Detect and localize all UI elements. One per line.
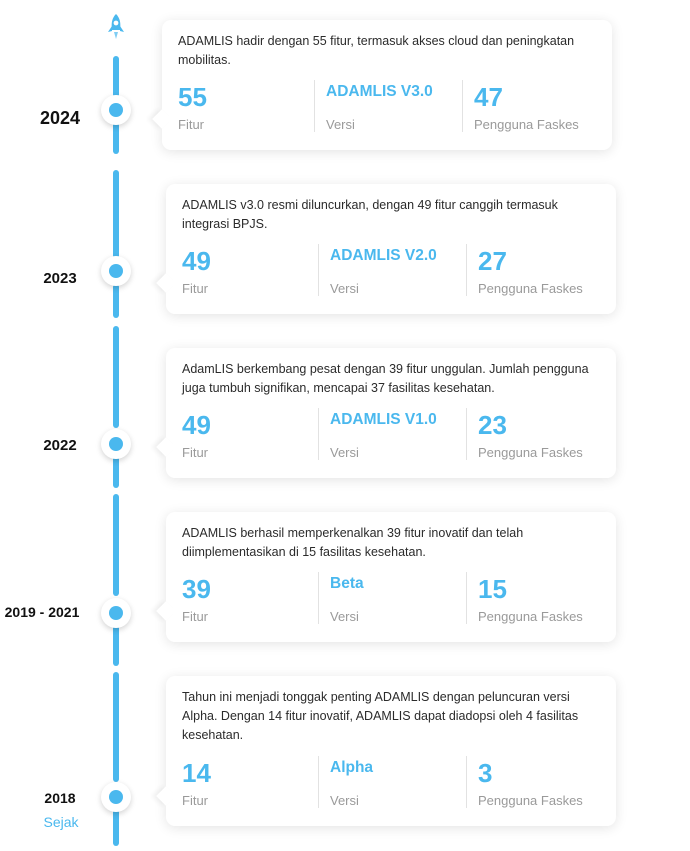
stat-pengguna (478, 410, 583, 462)
stat-fitur (182, 574, 211, 626)
versi-value: Alpha (330, 759, 374, 776)
divider (466, 244, 467, 296)
fitur-label: Fitur (182, 609, 208, 624)
divider (462, 80, 463, 132)
pengguna-label: Pengguna Faskes (474, 117, 579, 132)
versi-label: Versi (326, 117, 355, 132)
timeline-line-segment (113, 284, 119, 318)
divider (318, 572, 319, 624)
timeline-line-segment (113, 170, 119, 262)
stat-versi (330, 246, 437, 298)
timeline-line-segment (113, 326, 119, 428)
divider (466, 756, 467, 808)
stat-versi (330, 758, 373, 810)
versi-value: Beta (330, 575, 364, 592)
timeline-dot (101, 95, 131, 125)
timeline-line-segment (113, 494, 119, 596)
timeline-card (166, 676, 616, 826)
pengguna-label: Pengguna Faskes (478, 609, 583, 624)
rocket-icon (104, 12, 128, 46)
fitur-label: Fitur (182, 281, 208, 296)
pengguna-label: Pengguna Faskes (478, 445, 583, 460)
stat-fitur (182, 758, 211, 810)
divider (466, 408, 467, 460)
stat-versi (330, 410, 437, 462)
timeline-card (166, 348, 616, 478)
versi-label: Versi (330, 281, 359, 296)
fitur-label: Fitur (182, 793, 208, 808)
divider (318, 408, 319, 460)
stat-pengguna (478, 246, 583, 298)
pengguna-value: 23 (478, 410, 507, 440)
timeline-dot (101, 598, 131, 628)
versi-value: ADAMLIS V3.0 (326, 83, 433, 100)
stat-versi (326, 82, 433, 134)
versi-label: Versi (330, 793, 359, 808)
timeline-dot (101, 782, 131, 812)
timeline-line-segment (113, 56, 119, 100)
timeline-line-segment (113, 120, 119, 154)
divider (318, 756, 319, 808)
year-label: 2024 (39, 108, 81, 128)
stat-pengguna (478, 758, 583, 810)
card-description: Tahun ini menjadi tonggak penting ADAMLIS dengan peluncuran versi Alpha. Dengan 14 fitur inovatif, ADAMLIS dapat diadopsi oleh 4 fasilitas kesehatan. (182, 690, 579, 742)
timeline-line-segment (113, 672, 119, 782)
year-label: 2018 (44, 790, 76, 806)
pengguna-value: 3 (478, 758, 493, 788)
stat-fitur (178, 82, 207, 134)
pengguna-value: 15 (478, 574, 507, 604)
pengguna-value: 47 (474, 82, 503, 112)
timeline-dot (101, 429, 131, 459)
stat-pengguna (474, 82, 579, 134)
stat-fitur (182, 410, 211, 462)
stat-fitur (182, 246, 211, 298)
timeline-card (166, 184, 616, 314)
fitur-value: 49 (182, 246, 211, 276)
timeline-card (166, 512, 616, 642)
year-label: 2023 (43, 270, 77, 287)
versi-label: Versi (330, 609, 359, 624)
versi-value: ADAMLIS V1.0 (330, 411, 437, 428)
fitur-value: 14 (182, 758, 211, 788)
fitur-label: Fitur (178, 117, 204, 132)
versi-label: Versi (330, 445, 359, 460)
divider (318, 244, 319, 296)
fitur-value: 49 (182, 410, 211, 440)
timeline-line-segment (113, 806, 119, 846)
fitur-value: 55 (178, 82, 207, 112)
card-description: ADAMLIS hadir dengan 55 fitur, termasuk akses cloud dan peningkatan mobilitas. (178, 34, 575, 67)
fitur-label: Fitur (182, 445, 208, 460)
pengguna-label: Pengguna Faskes (478, 793, 583, 808)
timeline-card (162, 20, 612, 150)
pengguna-value: 27 (478, 246, 507, 276)
stat-pengguna (478, 574, 583, 626)
card-description: ADAMLIS v3.0 resmi diluncurkan, dengan 49 fitur canggih termasuk integrasi BPJS. (182, 198, 558, 231)
versi-value: ADAMLIS V2.0 (330, 247, 437, 264)
divider (466, 572, 467, 624)
fitur-value: 39 (182, 574, 211, 604)
card-description: ADAMLIS berhasil memperkenalkan 39 fitur inovatif dan telah diimplementasikan di 15 fasilitas kesehatan. (182, 526, 524, 559)
year-label: 2019 - 2021 (4, 604, 80, 620)
since-label: Sejak (43, 814, 79, 830)
timeline-dot (101, 256, 131, 286)
card-description: AdamLIS berkembang pesat dengan 39 fitur unggulan. Jumlah pengguna juga tumbuh signifikan, mencapai 37 fasilitas kesehatan. (182, 362, 589, 395)
divider (314, 80, 315, 132)
year-label: 2022 (43, 437, 77, 454)
pengguna-label: Pengguna Faskes (478, 281, 583, 296)
stat-versi (330, 574, 364, 626)
